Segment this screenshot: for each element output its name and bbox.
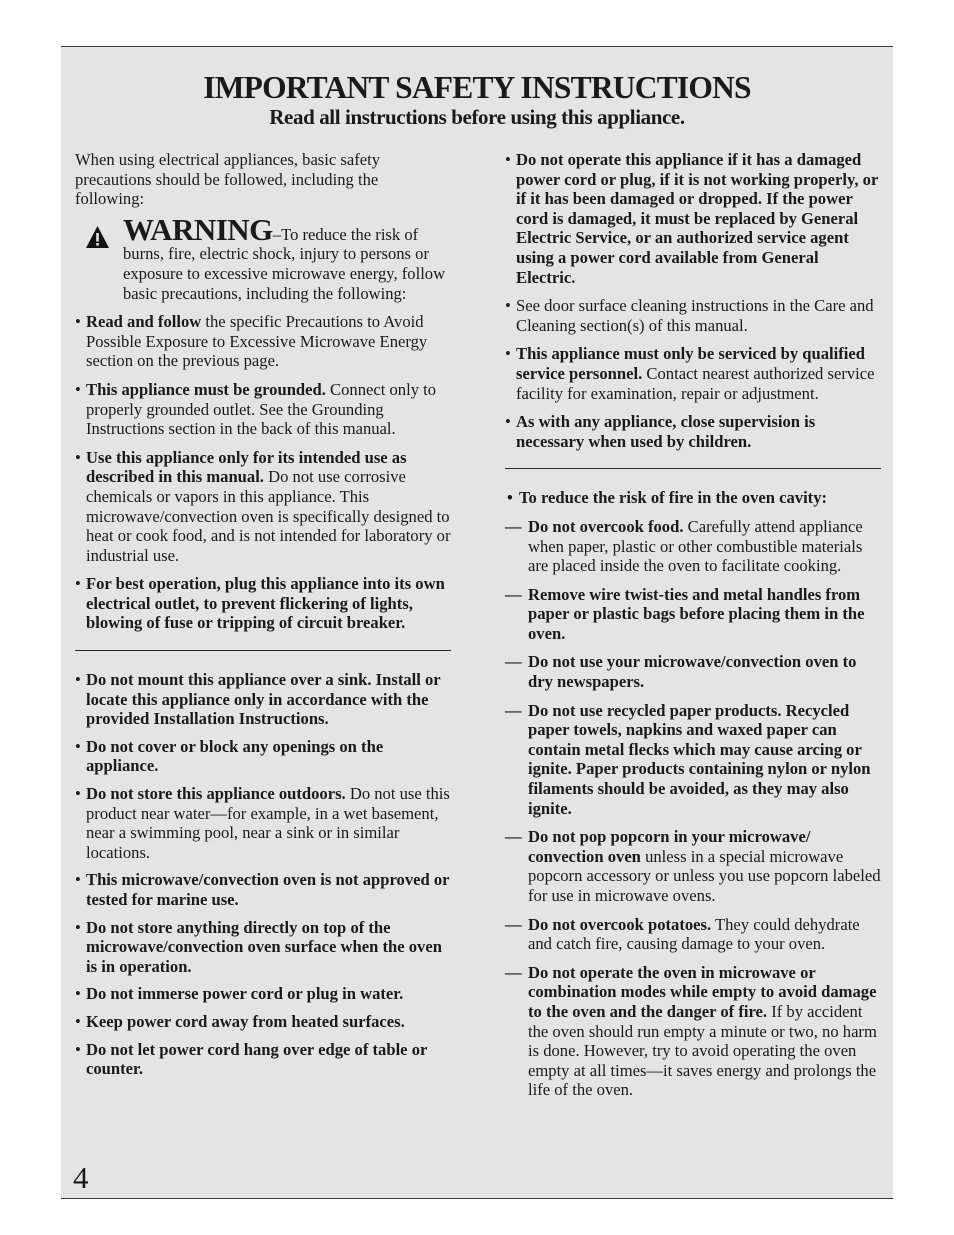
dash-marker: — (505, 914, 522, 934)
fire-heading-text: To reduce the risk of fire in the oven cavity: (519, 488, 828, 508)
right-list-1 (505, 150, 881, 451)
item-bold: This appliance must be grounded. (86, 379, 326, 399)
dash-marker: — (505, 962, 522, 982)
item-bold: Do not immerse power cord or plug in water. (86, 984, 404, 1004)
item-bold: Keep power cord away from heated surfaces. (86, 1011, 405, 1031)
list-item (75, 784, 451, 862)
item-bold: Do not use your microwave/convection oven to dry newspapers. (528, 652, 857, 692)
list-item (505, 701, 881, 819)
item-text: Connect only to properly grounded outlet. See the Grounding Instructions section in the back of this manual. (86, 379, 437, 439)
item-bold: Do not operate this appliance if it has a damaged power cord or plug, if it is not working properly, or if it has been damaged or dropped. If the power cord is damaged, it must be replaced by General Electric Service, or an authorized service agent using a power cord available from General Electric. (516, 150, 879, 287)
item-text: unless in a special microwave popcorn accessory or unless you use popcorn labeled for use in microwave ovens. (528, 846, 881, 905)
item-text: Do not use corrosive chemicals or vapors in this appliance. This microwave/convection oven is specifically designed to heat or cook food, and is not intended for laboratory or industrial use. (86, 467, 451, 565)
bullet: • (75, 870, 81, 890)
list-item (75, 574, 451, 633)
bullet: • (75, 984, 81, 1004)
item-bold: Do not use recycled paper products. Recycled paper towels, napkins and waxed paper can contain metal flecks which may cause arcing or ignite. Paper products containing nylon or nylon filaments should be avoided, as they may also ignite. (528, 700, 871, 818)
item-bold: Read and follow (86, 312, 202, 332)
list-item (75, 870, 451, 909)
item-bold: Do not mount this appliance over a sink. Install or locate this appliance only in accordance with the provided Installation Instructions. (86, 670, 441, 729)
bullet: • (75, 1011, 81, 1031)
item-bold: This microwave/convection oven is not approved or tested for marine use. (86, 870, 450, 909)
list-item (505, 296, 881, 335)
intro-paragraph: When using electrical appliances, basic safety precautions should be followed, including the following: (75, 150, 381, 209)
section-divider (75, 650, 451, 651)
bullet: • (75, 379, 81, 399)
list-item (505, 652, 881, 691)
item-text: Contact nearest authorized service facility for examination, repair or adjustment. (516, 363, 875, 403)
bullet: • (75, 1039, 81, 1059)
bullet: • (505, 344, 511, 364)
fire-risk-heading (505, 488, 881, 508)
section-divider (505, 468, 881, 469)
list-item (505, 827, 881, 905)
dash-marker: — (505, 827, 522, 847)
page-number: 4 (73, 1160, 89, 1195)
dash-marker: — (505, 516, 522, 536)
list-item (75, 984, 451, 1004)
item-bold: Do not overcook potatoes. (528, 914, 712, 934)
item-text: If by accident the oven should run empty a minute or two, no harm is done. However, try to avoid operating the oven empty at all times—it saves energy and prolongs the life of the oven. (528, 1001, 877, 1100)
dash-marker: — (505, 584, 522, 604)
bullet: • (75, 736, 81, 756)
list-item (75, 312, 451, 371)
bullet: • (75, 574, 81, 594)
right-column (505, 150, 881, 1100)
list-item (75, 1012, 451, 1032)
item-bold: This appliance must only be serviced by qualified service personnel. (516, 344, 865, 383)
list-item (505, 915, 881, 954)
warning-triangle-icon (85, 225, 110, 249)
item-bold: Do not store anything directly on top of the microwave/convection oven surface when the oven is in operation. (86, 917, 442, 976)
item-bold: For best operation, plug this appliance into its own electrical outlet, to prevent flickering of lights, blowing of fuse or tripping of circuit breaker. (86, 574, 445, 633)
bullet: • (75, 784, 81, 804)
item-bold: Do not let power cord hang over edge of table or counter. (86, 1039, 428, 1079)
item-bold: As with any appliance, close supervision is necessary when used by children. (516, 412, 816, 451)
left-list-1 (75, 312, 451, 633)
bullet: • (75, 917, 81, 937)
bullet: • (75, 312, 81, 332)
bullet: • (505, 296, 511, 316)
item-text: the specific Precautions to Avoid Possible Exposure to Excessive Microwave Energy section on the previous page. (86, 312, 428, 371)
item-bold: Do not operate the oven in microwave or combination modes while empty to avoid damage to the oven and the danger of fire. (528, 962, 877, 1021)
bullet: • (75, 670, 81, 690)
item-bold: Do not pop popcorn in your microwave/ convection oven (528, 827, 811, 866)
item-text: See door surface cleaning instructions in the Care and Cleaning section(s) of this manual. (516, 296, 874, 335)
page-subtitle: Read all instructions before using this appliance. (269, 105, 685, 129)
left-column (75, 150, 451, 1079)
item-text: Carefully attend appliance when paper, plastic or other combustible materials are placed inside the oven to facilitate cooking. (528, 516, 863, 576)
bullet: • (505, 412, 511, 432)
item-text: They could dehydrate and catch fire, causing damage to your oven. (528, 914, 860, 954)
warning-block (75, 211, 451, 303)
bullet: • (505, 150, 511, 169)
page-title: IMPORTANT SAFETY INSTRUCTIONS (203, 70, 751, 105)
dash-marker: — (505, 652, 522, 672)
list-item (505, 517, 881, 576)
item-bold: Use this appliance only for its intended use as described in this manual. (86, 447, 407, 487)
item-bold: Do not overcook food. (528, 516, 684, 536)
left-list-2 (75, 670, 451, 1079)
item-text: Do not use this product near water—for example, in a wet basement, near a swimming pool, near a sink or in similar locations. (86, 784, 450, 862)
warning-dash: – (272, 224, 282, 244)
item-bold: Remove wire twist-ties and metal handles from paper or plastic bags before placing them in the oven. (528, 584, 865, 643)
item-bold: Do not store this appliance outdoors. (86, 784, 346, 804)
list-item (75, 380, 451, 439)
list-item (505, 963, 881, 1100)
fire-list (505, 517, 881, 1100)
list-item (75, 448, 451, 566)
warning-text: To reduce the risk of burns, fire, electric shock, injury to persons or exposure to excessive microwave energy, follow basic precautions, including the following: (123, 224, 446, 303)
list-item (505, 412, 881, 451)
list-item (505, 344, 881, 403)
warning-word: WARNING (123, 211, 273, 247)
list-item (75, 1040, 451, 1079)
dash-marker: — (505, 700, 522, 720)
list-item (505, 150, 881, 287)
list-item (75, 670, 451, 729)
list-item (505, 585, 881, 644)
bullet: • (507, 488, 513, 508)
list-item (75, 737, 451, 776)
item-bold: Do not cover or block any openings on the appliance. (86, 736, 384, 776)
list-item (75, 918, 451, 977)
bullet: • (75, 447, 81, 467)
